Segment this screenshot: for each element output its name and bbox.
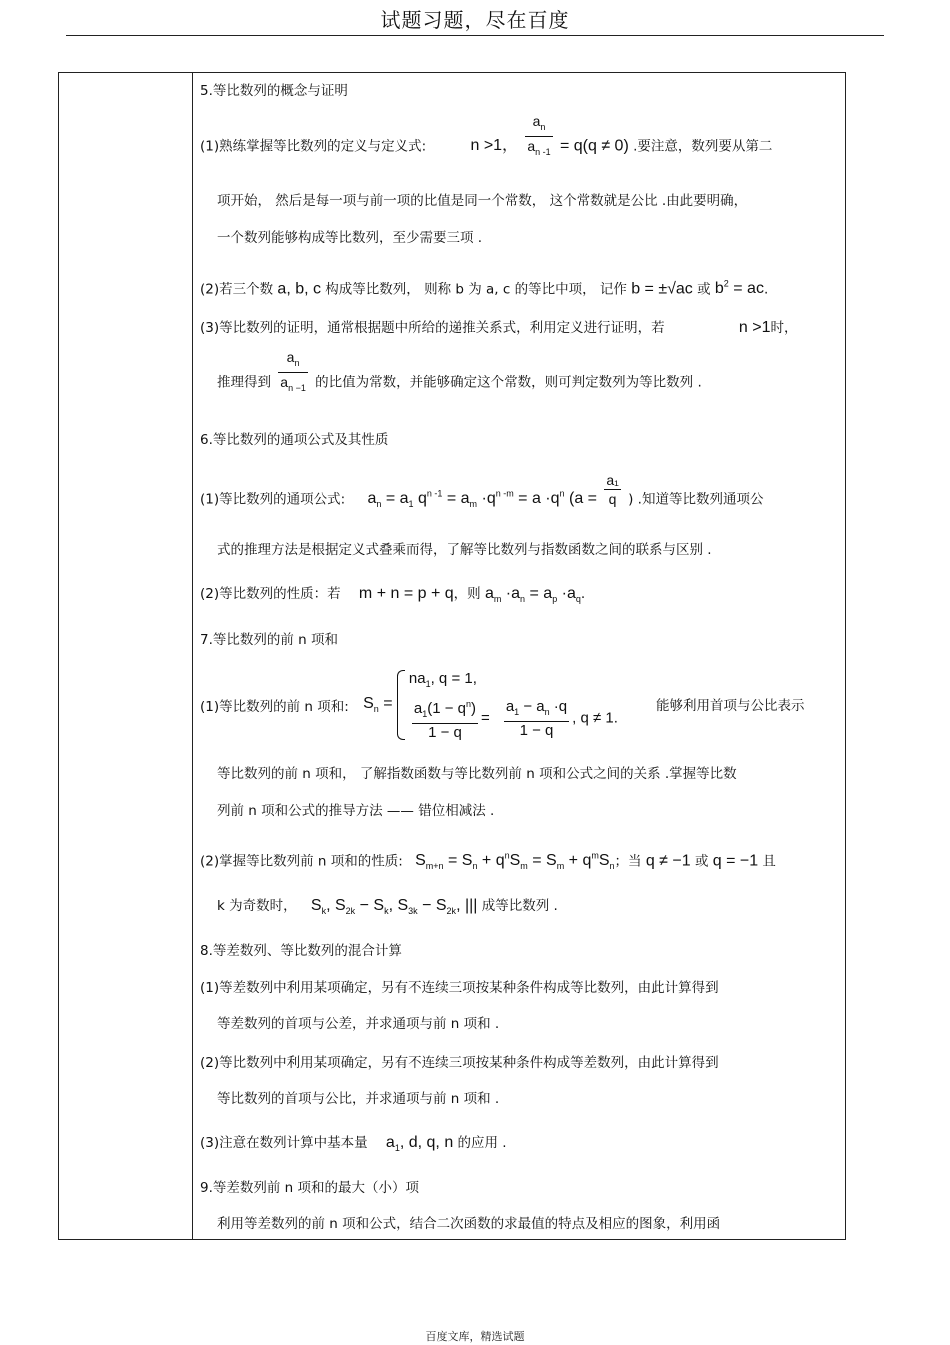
s8-p3-formula: $a_1$, d, q, n	[385, 1134, 454, 1154]
s5-p1-frac-num: a	[532, 113, 541, 129]
s5-p1-line3: 一个数列能够构成等比数列，至少需要三项 .	[217, 230, 483, 246]
s5-p2-end: .	[763, 281, 769, 298]
s5-p3-end: 时，	[770, 320, 798, 336]
s5-p2-f2-rest: = ac	[733, 280, 764, 298]
s7-p1-piecewise	[397, 668, 618, 742]
s5-p2-f2-base: b	[714, 280, 724, 298]
s6-p2-formula1: m + n = p + q	[358, 585, 454, 602]
section-8-heading: 8.等差数列、等比数列的混合计算	[200, 943, 402, 959]
s5-p2-mid: 构成等比数列， 则称 b 为 a, c 的等比中项， 记作	[325, 281, 627, 298]
s6-p2-formula2: $a_m \cdot a_n = a_p \cdot a_q$	[484, 585, 581, 605]
s8-p1-line2: 等差数列的首项与公差，并求通项与前 n 项和 .	[217, 1016, 500, 1032]
section-9-heading: 9.等差数列前 n 项和的最大（小）项	[200, 1180, 420, 1196]
s6-p2	[200, 584, 840, 609]
s5-p3-line2	[217, 349, 840, 397]
s5-p2-prefix: (2)若三个数	[200, 281, 274, 298]
s7-p1-S: $S_n$ =	[363, 695, 393, 715]
s8-p1: (1)等差数列中利用某项确定，另有不连续三项按某种条件构成等比数列，由此计算得到	[200, 980, 719, 996]
s5-p3-cond: n >1	[738, 319, 771, 336]
s7-p1-line2: 等比数列的前 n 项和， 了解指数函数与等比数列前 n 项和公式之间的关系 .掌握等比数	[217, 766, 737, 782]
s5-p1-suffix: .要注意，数列要从第二	[633, 138, 773, 155]
section-6-heading: 6.等比数列的通项公式及其性质	[200, 432, 389, 448]
s5-p2	[200, 274, 840, 299]
s5-p1-eq: = q(q ≠ 0)	[559, 137, 629, 155]
s8-p3	[200, 1133, 840, 1158]
section-7-heading: 7.等比数列的前 n 项和	[200, 632, 339, 648]
s7-p2-line2-prefix: k 为奇数时，	[217, 898, 297, 914]
s8-p3-suffix: 的应用 .	[457, 1135, 507, 1151]
s6-p1	[200, 471, 840, 515]
s7-p2-line2-formula: $S_k$, $S_{2k} - S_k$, $S_{3k} - S_{2k}$, |||	[310, 897, 478, 917]
s7-p2-line2-suffix: 成等比数列 .	[481, 898, 558, 914]
s7-p1-case2-cond: , q ≠ 1.	[572, 709, 618, 727]
table-column-divider	[192, 72, 193, 1240]
s7-p1-case2-den: 1 − q	[428, 724, 462, 741]
s5-p2-f1: b = ±√ac	[631, 280, 693, 298]
s7-p1-prefix: (1)等比数列的前 n 项和:	[200, 699, 349, 715]
s7-p1-case1: $na_1$, q = 1,	[408, 670, 477, 689]
header-rule	[66, 35, 884, 36]
s5-p1-fraction	[525, 112, 552, 161]
s5-p3-prefix: (3)等比数列的证明，通常根据题中所给的递推关系式，利用定义进行证明，若	[200, 320, 665, 336]
s6-p1-frac-den: q	[608, 490, 617, 507]
s5-p3-line2-suffix: 的比值为常数，并能够确定这个常数，则可判定数列为等比数列 .	[315, 374, 702, 391]
s7-p1-case2	[409, 695, 618, 742]
s7-p1-line3: 列前 n 项和公式的推导方法 —— 错位相减法 .	[217, 803, 495, 819]
s8-p2-line2: 等比数列的首项与公比，并求通项与前 n 项和 .	[217, 1091, 500, 1107]
s5-p2-f2-sup: 2	[723, 279, 729, 289]
s8-p3-prefix: (3)注意在数列计算中基本量	[200, 1135, 368, 1151]
s7-p1	[200, 668, 840, 742]
s5-p1-frac-den: a	[527, 137, 536, 154]
page-header-title: 试题习题，尽在百度	[380, 8, 570, 32]
s7-p2-line2	[217, 896, 840, 921]
s7-p1-case2-eq: =	[481, 709, 490, 727]
s7-p1-suffix: 能够利用首项与公比表示	[656, 698, 805, 714]
s6-p2-mid: ，则	[453, 586, 481, 602]
s6-p1-line2: 式的推理方法是根据定义式叠乘而得，了解等比数列与指数函数之间的联系与区别 .	[217, 542, 712, 558]
s7-p2-cond1: q ≠ −1	[645, 852, 691, 870]
s5-p3	[200, 318, 840, 338]
s7-p2-end: 且	[762, 853, 776, 870]
s5-p1-frac-den-sub: n -1	[535, 146, 551, 157]
s5-p3-fraction: $\frac{a_n}{a_{n -1}}$	[280, 349, 306, 393]
s9-p1: 利用等差数列的前 n 项和公式，结合二次函数的求最值的特点及相应的图象，利用函	[217, 1216, 721, 1232]
s6-p1-frac-num: a₁	[606, 471, 619, 488]
s6-p1-prefix: (1)等比数列的通项公式:	[200, 491, 346, 508]
s6-p1-suffix: ) .知道等比数列通项公	[628, 491, 764, 508]
s7-p1-case2-frac1	[412, 695, 478, 742]
s7-p1-case2-den2: 1 − q	[519, 721, 554, 739]
s5-p2-vars: a, b, c	[277, 280, 321, 298]
s7-p1-case2-frac2	[504, 698, 569, 740]
s7-p2-mid: ；当	[614, 853, 642, 870]
s5-p1	[200, 113, 840, 161]
s6-p2-end: .	[580, 586, 586, 602]
s7-p1-case2-num2: $a_1 - a_n \cdot q$	[504, 698, 569, 722]
s5-p3-line2-prefix: 推理得到	[217, 374, 271, 391]
s7-p2	[200, 846, 840, 877]
s5-p1-cond: n >1，	[470, 137, 519, 155]
s7-p2-cond2: q = −1	[712, 852, 759, 870]
s5-p2-or: 或	[697, 281, 715, 298]
s6-p1-formula: $a_n = a_1$ $q^{n -1} = a_m \cdot q^{n -m} = a \cdot q^n$ (a =	[367, 489, 598, 510]
s5-p1-line2: 项开始， 然后是每一项与前一项的比值是同一个常数， 这个常数就是公比 .由此要明确，	[217, 193, 748, 209]
s7-p1-brace	[397, 670, 405, 740]
s7-p2-formula: $S_{m+n} = S_n + q^nS_m = S_m + q^mS_n$	[415, 851, 615, 872]
s5-p1-frac-num-sub: n	[540, 121, 546, 132]
s7-p1-case2-num: $a_1(1 - q^n)$	[412, 695, 478, 724]
page-footer: 百度文库，精选试题	[425, 1330, 525, 1343]
s7-p2-or: 或	[694, 853, 709, 870]
s8-p2: (2)等比数列中利用某项确定，另有不连续三项按某种条件构成等差数列，由此计算得到	[200, 1055, 719, 1071]
s7-p2-prefix: (2)掌握等比数列前 n 项和的性质:	[200, 853, 403, 870]
s5-p2-f2	[715, 280, 764, 297]
section-5-heading: 5.等比数列的概念与证明	[200, 83, 348, 99]
s6-p2-prefix: (2)等比数列的性质：若	[200, 586, 341, 602]
s6-p1-fraction	[604, 471, 621, 508]
s5-p1-prefix: (1)熟练掌握等比数列的定义与定义式:	[200, 138, 427, 155]
